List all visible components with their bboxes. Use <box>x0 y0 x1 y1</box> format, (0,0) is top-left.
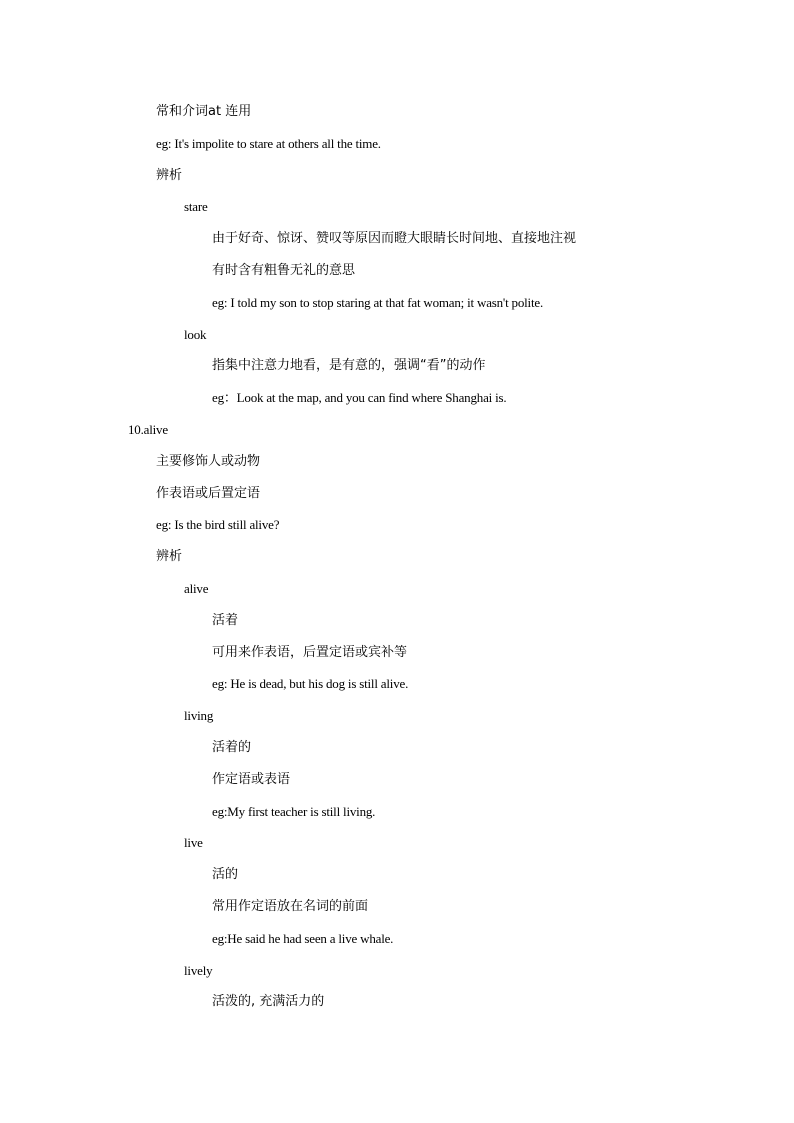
outline-line: 活泼的, 充满活力的 <box>212 994 325 1010</box>
outline-line: 活着的 <box>212 740 252 755</box>
outline-line: eg: It's impolite to stare at others all the time. <box>156 135 381 151</box>
outline-line: eg: I told my son to stop staring at that fat woman; it wasn't polite. <box>212 294 543 310</box>
outline-line: 作定语或表语 <box>212 771 291 787</box>
outline-line: 常用作定语放在名词的前面 <box>212 899 369 914</box>
outline-line: 活着 <box>212 612 239 628</box>
outline-line: look <box>184 326 207 342</box>
outline-line: 活的 <box>212 867 239 883</box>
outline-line: 有时含有粗鲁无礼的意思 <box>212 263 356 278</box>
outline-line: eg: Is the bird still alive? <box>156 517 280 533</box>
section-heading: 10.alive <box>128 422 168 437</box>
outline-line: 作表语或后置定语 <box>156 485 261 501</box>
outline-line: 可用来作表语，后置定语或宾补等 <box>212 644 408 660</box>
outline-line: 主要修饰人或动物 <box>156 453 261 469</box>
outline-line: lively <box>184 962 213 978</box>
outline-line: eg：Look at the map, and you can find where Shanghai is. <box>212 390 507 406</box>
outline-line: 辨析 <box>156 167 183 183</box>
outline-line: 常和介词at 连用 <box>156 104 252 119</box>
outline-line: eg:He said he had seen a live whale. <box>212 930 394 946</box>
outline-line: stare <box>184 199 208 215</box>
outline-line: living <box>184 708 214 724</box>
outline-line: live <box>184 835 203 851</box>
outline-line: eg:My first teacher is still living. <box>212 803 376 819</box>
outline-line: 指集中注意力地看，是有意的，强调“看”的动作 <box>212 358 486 374</box>
outline-line: 由于好奇、惊讶、赞叹等原因而瞪大眼睛长时间地、直接地注视 <box>212 231 577 247</box>
outline-line: eg: He is dead, but his dog is still alive. <box>212 676 409 692</box>
outline-line: 辨析 <box>156 549 183 565</box>
outline-line: alive <box>184 581 209 596</box>
